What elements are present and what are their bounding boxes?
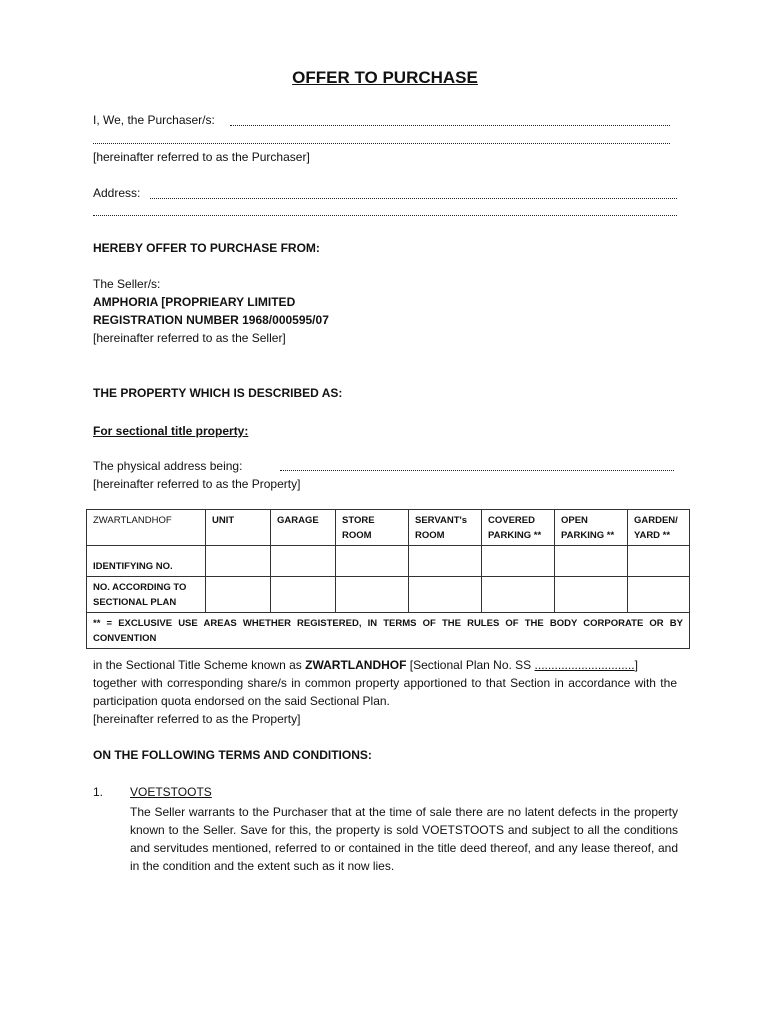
- table-cell[interactable]: [336, 546, 409, 577]
- scheme-rest: together with corresponding share/s in common property apportioned to that Section in accordance with the participation quota endorsed on the said Sectional Plan.: [93, 676, 677, 708]
- sectional-plan-number-field[interactable]: ..............................: [534, 658, 635, 672]
- property-table: [86, 509, 690, 649]
- physical-address-field[interactable]: [280, 470, 674, 471]
- seller-note: [hereinafter referred to as the Seller]: [93, 331, 286, 345]
- scheme-prefix: in the Sectional Title Scheme known as: [93, 658, 306, 672]
- scheme-name: ZWARTLANDHOF: [305, 658, 407, 672]
- table-header-row: [87, 510, 690, 546]
- table-cell[interactable]: [271, 546, 336, 577]
- column-header-servants-room: SERVANT's ROOM: [409, 510, 482, 546]
- column-header-garden-yard: GARDEN/ YARD **: [628, 510, 690, 546]
- offer-heading: HEREBY OFFER TO PURCHASE FROM:: [93, 241, 320, 255]
- seller-registration: REGISTRATION NUMBER 1968/000595/07: [93, 313, 329, 327]
- sectional-title-heading: For sectional title property:: [93, 424, 249, 438]
- table-cell[interactable]: [336, 577, 409, 613]
- plan-prefix: [Sectional Plan No. SS: [406, 658, 535, 672]
- physical-address-label: The physical address being:: [93, 459, 243, 473]
- table-cell[interactable]: [555, 546, 628, 577]
- column-header-covered-parking: COVERED PARKING **: [482, 510, 555, 546]
- purchaser-note: [hereinafter referred to as the Purchaser]: [93, 150, 310, 164]
- table-cell[interactable]: [206, 577, 271, 613]
- column-header-unit: UNIT: [206, 510, 271, 546]
- table-cell[interactable]: [555, 577, 628, 613]
- table-footnote-row: [87, 613, 690, 649]
- table-row-sectional-plan: [87, 577, 690, 613]
- seller-name: AMPHORIA [PROPRIEARY LIMITED: [93, 295, 296, 309]
- seller-label: The Seller/s:: [93, 277, 161, 291]
- address-field[interactable]: [150, 198, 677, 199]
- page-title: OFFER TO PURCHASE: [292, 68, 478, 87]
- plan-suffix: ]: [634, 658, 638, 672]
- scheme-note: [hereinafter referred to as the Property]: [93, 712, 301, 726]
- address-label: Address:: [93, 186, 141, 200]
- terms-heading: ON THE FOLLOWING TERMS AND CONDITIONS:: [93, 748, 372, 762]
- table-cell[interactable]: [409, 577, 482, 613]
- physical-address-note: [hereinafter referred to as the Property]: [93, 477, 301, 491]
- purchaser-label: I, We, the Purchaser/s:: [93, 113, 215, 127]
- purchaser-name-field-line2[interactable]: [93, 143, 670, 144]
- table-cell[interactable]: [628, 577, 690, 613]
- clause-heading: VOETSTOOTS: [130, 785, 212, 799]
- column-header-open-parking: OPEN PARKING **: [555, 510, 628, 546]
- table-cell[interactable]: [628, 546, 690, 577]
- column-header-store-room: STORE ROOM: [336, 510, 409, 546]
- scheme-name-cell: ZWARTLANDHOF: [87, 510, 206, 546]
- clause-body: The Seller warrants to the Purchaser that at the time of sale there are no latent defects in the property known to the Seller. Save for this, the property is sold VOETSTOOTS and subject to all the conditions and servitudes mentioned, referred to or contained in the title deed thereof, and any lease thereof, and in the condition and the extent such as it now lies.: [130, 805, 678, 873]
- table-cell[interactable]: [482, 546, 555, 577]
- table-cell[interactable]: [409, 546, 482, 577]
- scheme-paragraph: [93, 656, 677, 728]
- table-cell[interactable]: [271, 577, 336, 613]
- clause-number: 1.: [93, 785, 104, 799]
- row-label-sectional-plan: NO. ACCORDING TO SECTIONAL PLAN: [87, 577, 206, 613]
- purchaser-name-field[interactable]: [230, 125, 670, 126]
- property-heading: THE PROPERTY WHICH IS DESCRIBED AS:: [93, 386, 343, 400]
- table-cell[interactable]: [482, 577, 555, 613]
- column-header-garage: GARAGE: [271, 510, 336, 546]
- address-field-line2[interactable]: [93, 215, 677, 216]
- table-footnote: ** = EXCLUSIVE USE AREAS WHETHER REGISTERED, IN TERMS OF THE RULES OF THE BODY CORPORATE OR BY CONVENTION: [87, 613, 690, 649]
- row-label-identifying: IDENTIFYING NO.: [87, 546, 206, 577]
- table-row-identifying: [87, 546, 690, 577]
- table-cell[interactable]: [206, 546, 271, 577]
